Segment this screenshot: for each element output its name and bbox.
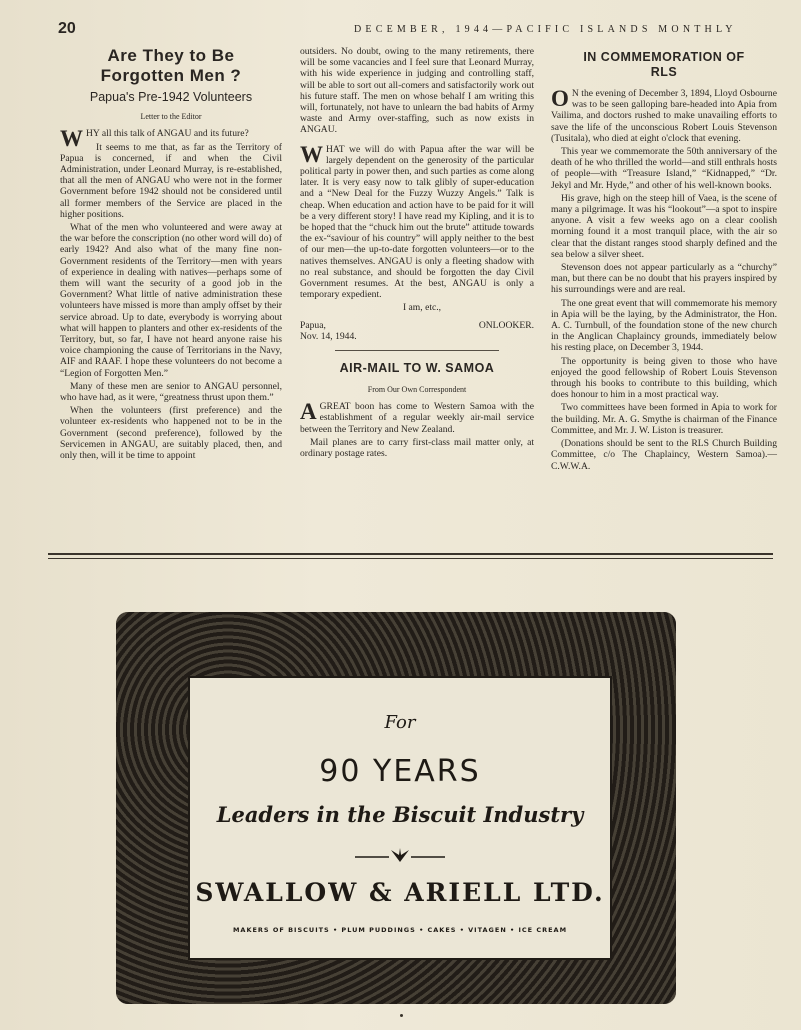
letter-closing: I am, etc., (402, 302, 442, 314)
paragraph: This year we commemorate the 50th anniversary of the death of he who thrilled the world—and still enthrals hosts of people—with “Treasure Island,” “Kidnapped,” “Dr. Jekyl and Mr. Hyde,” and other of his well-known books. (551, 146, 777, 191)
article-forgotten-men-col1 (60, 46, 282, 463)
paragraph: It seems to me that, as far as the Territory of Papua is concerned, if and when the Civil Administration, under Leonard Murray, is re-established, that all the men of ANGAU who were not in the former Government before 1942 should not be considered until all former members of the Service are placed in the higher positions. (60, 141, 282, 220)
article-forgotten-men-col2 (300, 46, 534, 461)
page-number: 20 (58, 20, 76, 37)
paragraph: The opportunity is being given to those who have enjoyed the good fellowship of Robert Louis Stevenson through his books to contribute to this building, which does honour to him in a most practical way. (551, 355, 777, 401)
advert-makers: MAKERS OF BISCUITS • PLUM PUDDINGS • CAKES • VITAGEN • ICE CREAM (232, 926, 568, 934)
paragraph: outsiders. No doubt, owing to the many retirements, there will be some vacancies and I feel sure that Leonard Murray, with his wide experience in judging and controlling staff, will be able to sort out all-comers and satisfactorily work out his future staff. The men on whose behalf I am writing this will, fortunately, not have to unlearn the bad habits of Army waste and Army over-staffing, such as now exists in ANGAU. (300, 46, 534, 136)
advert-panel (188, 676, 612, 960)
article-title: Are They to Be Forgotten Men ? (100, 46, 242, 85)
paragraph: O N the evening of December 3, 1894, Lloyd Osbourne was to be seen galloping bare-headed into Apia from Vailima, and doctors rushed to make unavailing efforts to save the life of the unconscious Robert Louis Stevenson (Tusitala), who died at eight o'clock that evening. (551, 86, 777, 144)
drop-cap: A (300, 399, 317, 425)
paragraph: Stevenson does not appear particularly as a “churchy” man, but there can be no doubt that his prayers inspired by his surroundings were and are real. (551, 262, 777, 296)
paragraph: When the volunteers (first preference) and the volunteer ex-residents who happened not to be in the Government (second preference), followed by the Servicemen in ANGAU, are suitably placed, then, and only then, will it be time to appoint (60, 405, 282, 462)
swallow-bird-icon (190, 846, 610, 873)
advert-script-for: For (384, 712, 416, 733)
paragraph: Mail planes are to carry first-class mail matter only, at ordinary postage rates. (300, 436, 534, 460)
paragraph: The one great event that will commemorate his memory in Apia will be the laying, by the Administrator, the Hon. A. C. Turnbull, of the foundation stone of the new church in the Anglican Chaplaincy grounds, immediately below his resting place, on December 3, 1944. (551, 297, 777, 354)
article-subtitle: Papua's Pre-1942 Volunteers (89, 90, 253, 104)
drop-cap: W (300, 141, 323, 167)
paragraph: His grave, high on the steep hill of Vaea, is the scene of many a pilgrimage. It was his “lookout”—a spot to inspire anyone. A visit a few weeks ago on a clear coolish morning found it a most tranquil place, with the air so clear that the distant ranges stood sharply defined and the sea below a silver sheet. (551, 192, 777, 260)
letter-signature: ONLOOKER. (478, 319, 534, 331)
paragraph: WHY all this talk of ANGAU and its future? (60, 126, 249, 152)
advert-headline: 90 YEARS (319, 754, 481, 789)
swallow-ariell-advert (116, 612, 676, 1004)
advert-tagline: Leaders in the Biscuit Industry (216, 802, 584, 827)
section-rule (48, 558, 773, 559)
paragraph: Many of these men are senior to ANGAU personnel, who have had, as it were, “greatness thrust upon them.” (60, 380, 282, 404)
running-header: DECEMBER, 1944—PACIFIC ISLANDS MONTHLY (354, 24, 737, 35)
advert-brand: SWALLOW & ARIELL LTD. (195, 878, 605, 907)
swallow-bird-icon-svg (355, 846, 445, 868)
letter-date: Nov. 14, 1944. (300, 330, 357, 342)
paragraph: AGREAT boon has come to Western Samoa with the establishment of a regular weekly air-mail service between the Territory and New Zealand. (300, 399, 534, 435)
drop-cap: W (60, 126, 83, 152)
letter-signoff (300, 320, 534, 331)
paragraph: (Donations should be sent to the RLS Church Building Committee, c/o The Chaplaincy, Western Samoa).—C.W.W.A. (551, 438, 777, 472)
article-kicker: From Our Own Correspondent (367, 385, 467, 395)
letter-place: Papua, (300, 319, 326, 331)
article-rls-col (551, 46, 777, 474)
paragraph: Two committees have been formed in Apia to work for the building. Mr. A. G. Smythe is chairman of the Finance Committee, and Mr. J. W. Liston is treasurer. (551, 402, 777, 436)
section-rule (48, 553, 773, 555)
divider (335, 350, 499, 351)
article-title-airmail: AIR-MAIL TO W. SAMOA (339, 361, 495, 376)
paragraph: WHAT we will do with Papua after the war will be largely dependent on the generosity of the particular political party in power then, and such parties as come along later. It is very easy now to talk glibly of super-education and a “New Deal for the Fuzzy Wuzzy Angels.” Talk is cheap. When education and action have to be paid for it will be a very different story! I have read my Kipling, and it is to be hoped that the “chuck him out the brute” attitude towards the ex-“saviour of his country” will apply neither to the best of our men—the up-to-date forgotten volunteers—or to the natives themselves. ANGAU is only a fleeting shadow with no real substance, and should be forgotten the day Civil Government resumes. At the best, ANGAU is only a temporary expedient. (300, 141, 534, 301)
article-kicker: Letter to the Editor (140, 112, 202, 122)
article-title-rls: IN COMMEMORATION OF RLS (583, 50, 745, 79)
paragraph: What of the men who volunteered and were away at the war before the conscription (no other word will do) of early 1942? And also what of the many fine non-Government residents of the Territory—men with years of experience in dealing with natives—perhaps some of them will want the security of a good job in the Government? What little of native administration these volunteers have missed is more than amply offset by their service abroad. Up to date, everybody is worrying about what will happen to planters and other ex-residents of the Territory, but, so far, I have not heard anyone raise his voice championing the cause of Territorians in the Navy, AIF and RAAF. I hope these volunteers do not become a “Legion of Forgotten Men.” (60, 222, 282, 379)
page-mark (400, 1014, 403, 1017)
drop-cap: O (551, 86, 569, 111)
